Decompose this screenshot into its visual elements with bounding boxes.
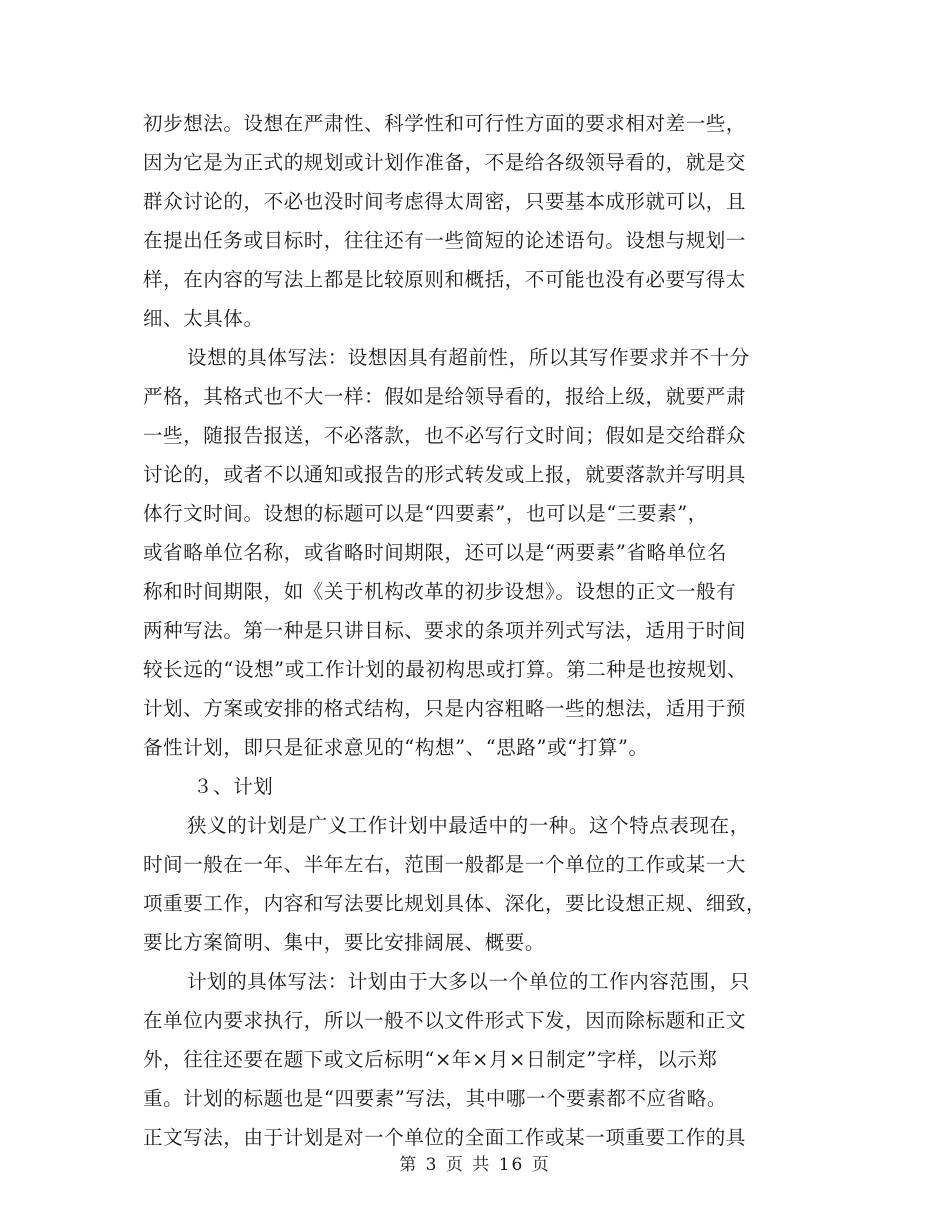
text-line: 备性计划，即只是征求意见的“构想”、“思路”或“打算”。 [143, 736, 649, 759]
text-line: 两种写法。第一种是只讲目标、要求的条项并列式写法，适用于时间 [143, 619, 747, 642]
text-line: 称和时间期限，如《关于机构改革的初步设想》。设想的正文一般有 [143, 580, 737, 603]
text-line: 样，在内容的写法上都是比较原则和概括，不可能也没有必要写得太 [143, 268, 747, 291]
page-number-footer: 第 3 页 共 16 页 [399, 1155, 551, 1175]
document-body [143, 104, 815, 1157]
text-line: 严格，其格式也不大一样：假如是给领导看的，报给上级，就要严肃 [143, 385, 747, 408]
text-line: 讨论的，或者不以通知或报告的形式转发或上报，就要落款并写明具 [143, 463, 747, 486]
text-line: 细、太具体。 [143, 307, 264, 330]
text-line: 外，往往还要在题下或文后标明“×年×月×日制定”字样，以示郑 [143, 1048, 718, 1071]
text-line: 或省略单位名称，或省略时间期限，还可以是“两要素”省略单位名 [143, 541, 727, 564]
section-heading: ３、计划 [193, 775, 274, 798]
text-line: 时间一般在一年、半年左右，范围一般都是一个单位的工作或某一大 [143, 853, 747, 876]
text-line: 计划、方案或安排的格式结构，只是内容粗略一些的想法，适用于预 [143, 697, 747, 720]
text-line: 重。计划的标题也是“四要素”写法，其中哪一个要素都不应省略。 [143, 1087, 727, 1110]
paragraph-first-line: 设想的具体写法：设想因具有超前性，所以其写作要求并不十分 [187, 346, 750, 369]
text-line: 在单位内要求执行，所以一般不以文件形式下发，因而除标题和正文 [143, 1009, 747, 1032]
text-line: 初步想法。设想在严肃性、科学性和可行性方面的要求相对差一些， [143, 112, 747, 135]
text-line: 要比方案简明、集中，要比安排阔展、概要。 [143, 931, 546, 954]
text-line: 体行文时间。设想的标题可以是“四要素”，也可以是“三要素”， [143, 502, 708, 525]
paragraph-first-line: 狭义的计划是广义工作计划中最适中的一种。这个特点表现在， [187, 814, 750, 837]
text-line: 群众讨论的，不必也没时间考虑得太周密，只要基本成形就可以，且 [143, 190, 747, 213]
text-line: 因为它是为正式的规划或计划作准备，不是给各级领导看的，就是交 [143, 151, 747, 174]
text-line: 项重要工作，内容和写法要比规划具体、深化，要比设想正规、细致， [143, 892, 767, 915]
text-line: 一些，随报告报送，不必落款，也不必写行文时间；假如是交给群众 [143, 424, 747, 447]
text-line: 正文写法，由于计划是对一个单位的全面工作或某一项重要工作的具 [143, 1126, 747, 1149]
paragraph-first-line: 计划的具体写法：计划由于大多以一个单位的工作内容范围，只 [187, 970, 750, 993]
text-line: 较长远的“设想”或工作计划的最初构思或打算。第二种是也按规划、 [143, 658, 748, 681]
text-line: 在提出任务或目标时，往往还有一些简短的论述语句。设想与规划一 [143, 229, 747, 252]
